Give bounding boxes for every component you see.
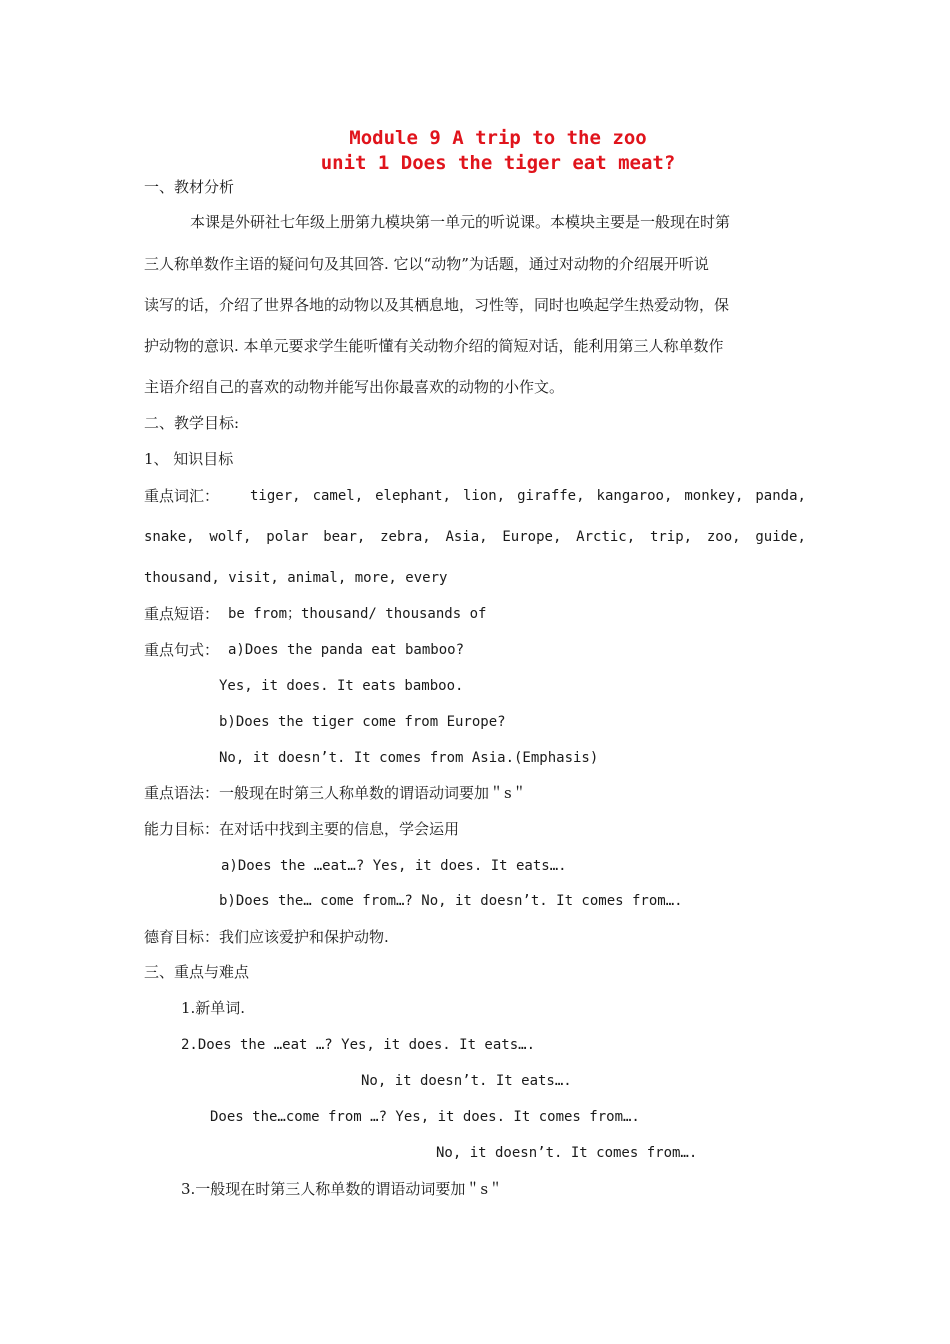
paragraph-line-1: 本课是外研社七年级上册第九模块第一单元的听说课。本模块主要是一般现在时第 xyxy=(190,213,731,231)
section-heading-2: 二、教学目标: xyxy=(144,414,240,432)
vocab-word: Europe, xyxy=(502,529,562,545)
point-2-answer: No, it doesn’t. It eats…. xyxy=(361,1073,572,1089)
point-2-answer-b: No, it doesn’t. It comes from…. xyxy=(436,1145,698,1161)
vocab-word: zoo, xyxy=(706,529,741,545)
vocab-word: Asia, xyxy=(445,529,488,545)
vocab-word: camel, xyxy=(312,488,364,504)
vocab-word: elephant, xyxy=(375,488,451,504)
vocab-word: tiger, xyxy=(250,488,301,504)
ability-a: a)Does the …eat…? Yes, it does. It eats…. xyxy=(221,858,567,874)
point-2: 2.Does the …eat …? Yes, it does. It eats…. xyxy=(181,1037,536,1053)
vocab-word: lion, xyxy=(462,488,506,504)
ability-b: b)Does the… come from…? No, it doesn’t. It comes from…. xyxy=(219,893,683,909)
vocab-word: kangaroo, xyxy=(596,488,673,504)
point-2-question-b: Does the…come from …? Yes, it does. It comes from…. xyxy=(210,1109,640,1125)
sentence-a-answer: Yes, it does. It eats bamboo. xyxy=(219,678,464,694)
unit-title: unit 1 Does the tiger eat meat? xyxy=(320,152,676,174)
paragraph-line-3: 读写的话，介绍了世界各地的动物以及其栖息地，习性等，同时也唤起学生热爱动物，保 xyxy=(144,296,730,314)
vocab-word: wolf, xyxy=(209,529,252,545)
vocab-word: snake, xyxy=(144,529,195,545)
paragraph-line-4: 护动物的意识. 本单元要求学生能听懂有关动物介绍的简短对话，能利用第三人称单数作 xyxy=(144,337,724,355)
paragraph-line-2: 三人称单数作主语的疑问句及其回答. 它以“动物”为话题，通过对动物的介绍展开听说 xyxy=(144,255,709,273)
knowledge-heading: 1、 知识目标 xyxy=(144,450,234,468)
ability-line: 能力目标：在对话中找到主要的信息，学会运用 xyxy=(144,820,460,838)
vocab-word: trip, xyxy=(649,529,693,545)
point-1: 1.新单词. xyxy=(181,999,246,1017)
vocab-word: zebra, xyxy=(380,529,431,545)
vocab-label: 重点词汇： xyxy=(144,487,220,505)
sentence-b-answer: No, it doesn’t. It comes from Asia.(Emphasis) xyxy=(219,750,599,766)
vocab-row-2 xyxy=(144,528,806,546)
module-title: Module 9 A trip to the zoo xyxy=(349,127,647,149)
vocab-row-1 xyxy=(250,487,806,505)
vocab-row-3: thousand, visit, animal, more, every xyxy=(144,570,448,586)
paragraph-line-5: 主语介绍自己的喜欢的动物并能写出你最喜欢的动物的小作文。 xyxy=(144,378,565,396)
vocab-word: monkey, xyxy=(684,488,744,504)
phrases-text: be from；thousand/ thousands of xyxy=(228,606,487,622)
phrases-label: 重点短语： xyxy=(144,605,220,623)
vocab-word: panda, xyxy=(755,488,806,504)
sentence-b-question: b)Does the tiger come from Europe? xyxy=(219,714,506,730)
section-heading-3: 三、重点与难点 xyxy=(144,963,250,981)
moral-line: 德育目标：我们应该爱护和保护动物. xyxy=(144,928,389,946)
vocab-word: guide, xyxy=(755,529,806,545)
vocab-word: giraffe, xyxy=(517,488,585,504)
section-heading-1: 一、教材分析 xyxy=(144,178,235,196)
vocab-word: Arctic, xyxy=(576,529,636,545)
vocab-word: polar xyxy=(266,529,309,545)
point-3: 3.一般现在时第三人称单数的谓语动词要加＂s＂ xyxy=(181,1180,504,1198)
sentence-a-question: a)Does the panda eat bamboo? xyxy=(228,642,465,658)
grammar-line: 重点语法：一般现在时第三人称单数的谓语动词要加＂s＂ xyxy=(144,784,527,802)
sentences-label: 重点句式： xyxy=(144,641,220,659)
vocab-word: bear, xyxy=(323,529,366,545)
